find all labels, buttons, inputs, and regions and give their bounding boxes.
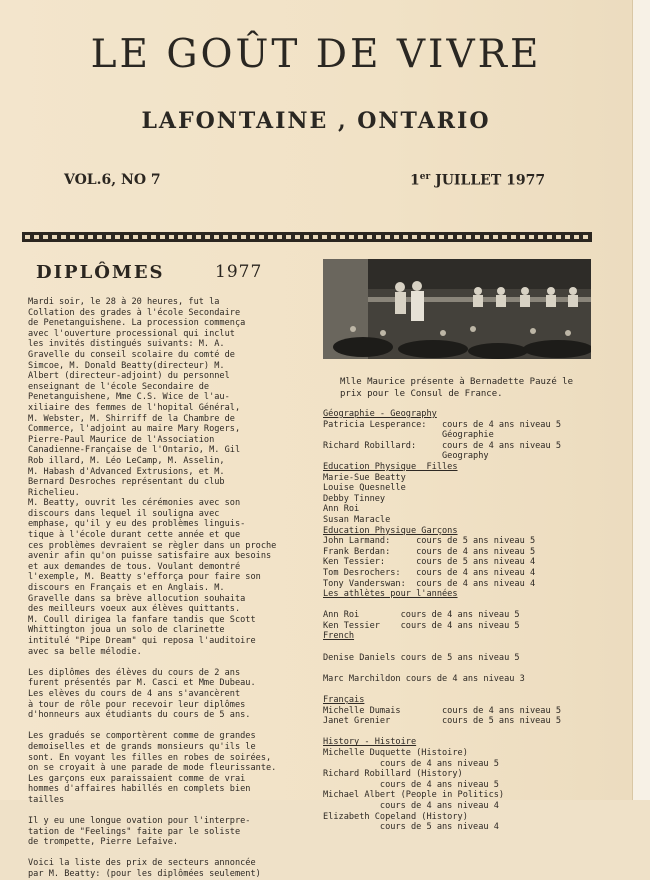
award-line: Ann Roi cours de 4 ans niveau 5 <box>323 610 520 621</box>
article-body-left: Mardi soir, le 28 à 20 heures, fut la Collation des grades à l'école Secondaire de Penetanguishene. La procession commença avec l'ouverture processional qui inclut les invités distingués suivants: M. A. Gravelle du conseil scolaire du comté de Simcoe, M. Donald Beatty(directeur) M. Albert (directeur-adjoint) du personnel enseignant de l'école Secondaire de Penetanguishene, Mme C.S. Wice de l'au- xiliaire des femmes de l'hopital Général, M. Webster, M. Shirriff de la Chambre de Commerce, l'adjoint au maire Mary Rogers, Pierre-Paul Maurice de l'Association Canadienne-Française de l'Ontario, M. Gil Rob illard, M. Léo LeCamp, M. Asselin, M. Habash d'Advanced Extrusions, et M. Bernard Desroches représentant du club Richelieu. M. Beatty, ouvrit les cérémonies avec son discours dans lequel il souligna avec emphase, qu'il y eu des problèmes linguis- tique à l'école durant cette année et que ces problèmes devraient se règler dans un proche avenir afin qu'on puisse satisfaire aux besoins et aux demandes de tous. Voulant demontré l'exemple, M. Beatty s'efforça pour faire son discours en Français et en Anglais. M. Gravelle dans sa brève allocution souhaita des meilleurs voeux aux élèves quittants. M. Coull dirigea la fanfare tandis que Scott Whittington joua un solo de clarinette intitulé "Pipe Dream" qui reposa l'auditoire avec sa belle mélodie. Les diplômes des élèves du cours de 2 ans furent présentés par M. Casci et Mme Dubeau. Les elèves du cours de 4 ans s'avancèrent à tour de rôle pour recevoir leur diplômes d'honneurs aux étudiants du cours de 5 ans. Les gradués se comportèrent comme de grandes demoiselles et de grands monsieurs qu'ils le sont. En voyant les filles en robes de soirées, on se croyait à une parade de mode fleurissante. Les garçons eux paraissaient comme de vrai hommes d'affaires habillés en complets bien tailles Il y eu une longue ovation pour l'interpre- tation de "Feelings" faite par le soliste de trompette, Pierre Lefaive. Voici la liste des prix de secteurs annoncée par M. Beatty: (pour les diplômées seulement) <box>28 297 277 880</box>
masthead-place: LAFONTAINE , ONTARIO <box>141 108 491 134</box>
award-line: Debby Tinney <box>323 493 386 504</box>
issue-date-sup: er <box>419 172 431 182</box>
issue-date <box>410 172 545 189</box>
award-line: cours de 4 ans niveau 5 <box>323 779 499 790</box>
award-line: Louise Quesnelle <box>323 483 406 494</box>
page-edge <box>632 0 650 800</box>
award-line: cours de 4 ans niveau 5 <box>323 758 499 769</box>
award-line: cours de 4 ans niveau 4 <box>323 800 499 811</box>
award-line: Ann Roi <box>323 504 360 515</box>
award-heading: Géographie - Geography <box>323 409 437 419</box>
award-line: Janet Grenier cours de 5 ans niveau 5 <box>323 716 561 727</box>
award-line <box>323 684 623 695</box>
award-line: Susan Maracle <box>323 514 391 525</box>
award-line: Marie-Sue Beatty <box>323 472 406 483</box>
award-line: Patricia Lesperance: cours de 4 ans niveau 5 <box>323 419 561 430</box>
award-heading: Les athlètes pour l'années <box>323 589 458 600</box>
award-line: Frank Berdan: cours de 4 ans niveau 5 <box>323 546 536 557</box>
award-line: Marc Marchildon cours de 4 ans niveau 3 <box>323 673 525 684</box>
award-line: Denise Daniels cours de 5 ans niveau 5 <box>323 652 520 663</box>
award-line: Michelle Dumais cours de 4 ans niveau 5 <box>323 705 561 716</box>
award-line: Richard Robillard (History) <box>323 769 463 780</box>
award-heading: Education Physique Garçons <box>323 525 458 536</box>
award-line: Richard Robillard: cours de 4 ans niveau 5 <box>323 440 561 451</box>
award-line <box>323 600 623 611</box>
award-line: John Larmand: cours de 5 ans niveau 5 <box>323 536 536 547</box>
masthead-title: LE GOÛT DE VIVRE <box>90 32 542 77</box>
photo-caption: Mlle Maurice présente à Bernadette Pauzé le prix pour le Consul de France. <box>340 377 573 399</box>
award-heading: Français <box>323 695 365 706</box>
award-line: Géographie <box>323 430 494 441</box>
award-line: Tom Desrochers: cours de 4 ans niveau 4 <box>323 567 536 578</box>
award-line: Michelle Duquette (Histoire) <box>323 748 468 758</box>
award-line: Tony Vanderswan: cours de 4 ans niveau 4 <box>323 578 536 589</box>
issue-volume: VOL.6, NO 7 <box>64 172 161 188</box>
ceremony-photo <box>323 259 591 359</box>
issue-date-rest: JUILLET 1977 <box>430 172 546 189</box>
award-heading: Education Physique Filles <box>323 461 458 472</box>
awards-list <box>323 409 623 833</box>
award-line: Michael Albert (People in Politics) <box>323 790 505 801</box>
decorative-rule <box>22 232 592 242</box>
award-line: Ken Tessier cours de 4 ans niveau 5 <box>323 620 520 631</box>
article-headline: DIPLÔMES <box>36 262 165 283</box>
award-line <box>323 642 623 653</box>
award-line: cours de 5 ans niveau 4 <box>323 822 499 833</box>
issue-date-day: 1 <box>410 172 420 189</box>
award-line: Ken Tessier: cours de 5 ans niveau 4 <box>323 557 536 568</box>
award-heading: History - Histoire <box>323 737 417 748</box>
award-heading: French <box>323 631 355 642</box>
award-line: Elizabeth Copeland (History) <box>323 811 468 822</box>
award-line <box>323 727 623 738</box>
award-line <box>323 663 623 674</box>
ceremony-photo-image <box>323 259 591 359</box>
article-year: 1977 <box>215 262 263 282</box>
award-line: Geography <box>323 451 489 462</box>
